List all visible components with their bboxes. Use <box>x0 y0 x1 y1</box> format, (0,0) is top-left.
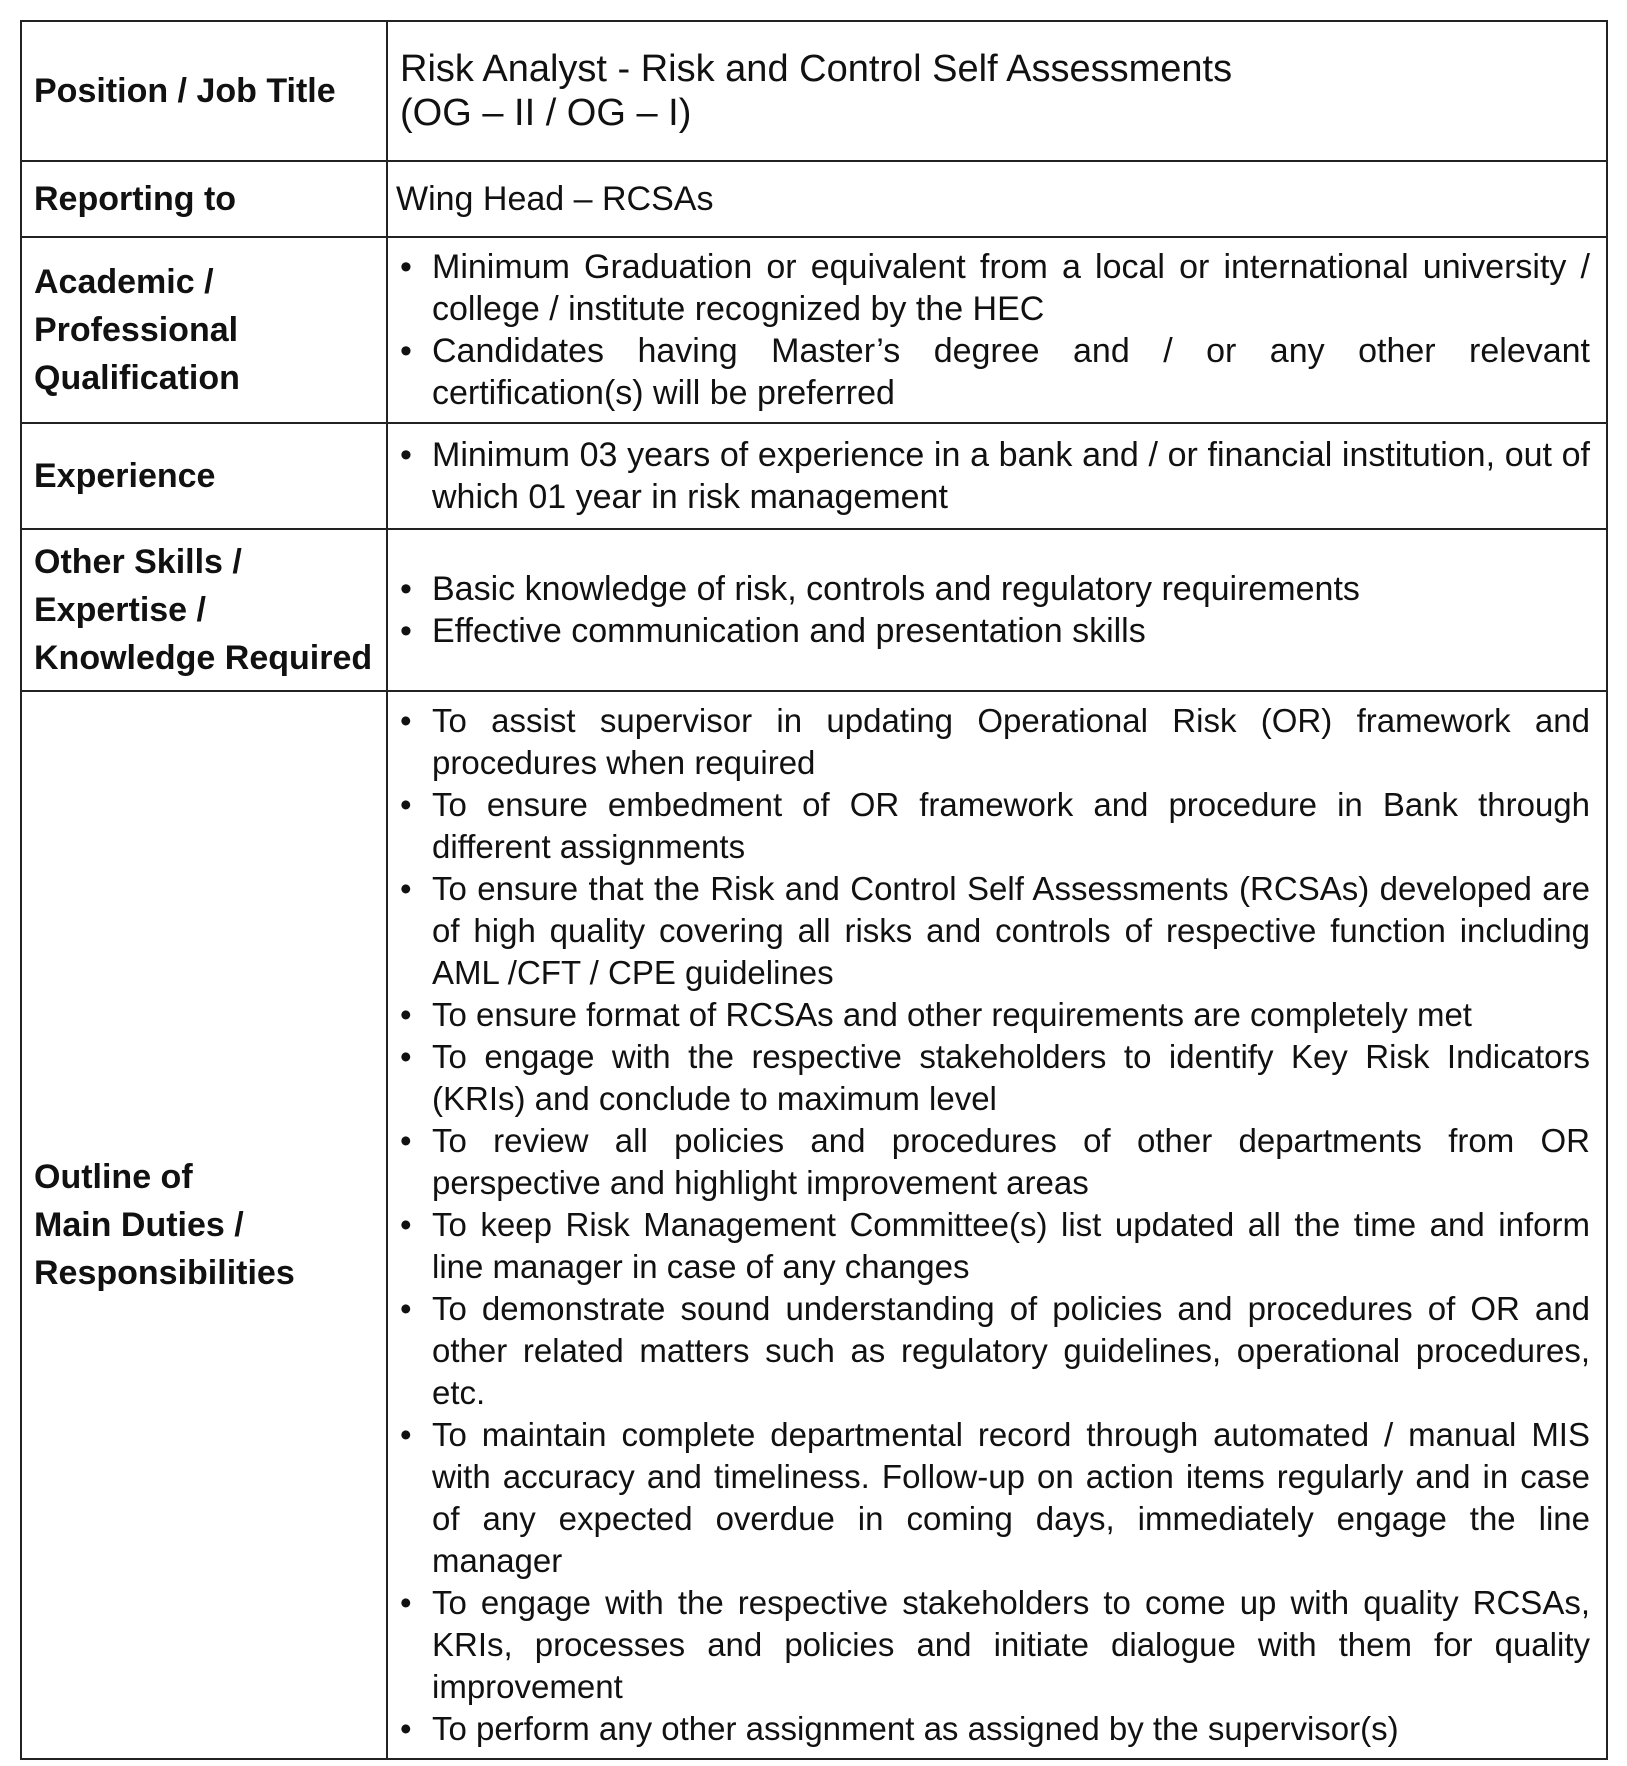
duties-label-line: Responsibilities <box>34 1254 295 1292</box>
list-item: • To assist supervisor in updating Operational Risk (OR) framework and procedures when required <box>396 700 1590 784</box>
list-item: • To ensure format of RCSAs and other requirements are completely met <box>396 994 1590 1036</box>
job-description-table <box>20 20 1608 1760</box>
list-item: • To review all policies and procedures of other departments from OR perspective and highlight improvement areas <box>396 1120 1590 1204</box>
job-title-line-1: Risk Analyst - Risk and Control Self Assessments <box>400 48 1233 90</box>
list-item: • To perform any other assignment as assigned by the supervisor(s) <box>396 1708 1590 1750</box>
academic-label-line: Qualification <box>34 359 240 397</box>
experience-label: Experience <box>21 423 387 529</box>
experience-content <box>387 423 1607 529</box>
experience-list <box>396 434 1590 518</box>
duties-label-line: Outline of <box>34 1158 193 1196</box>
list-item: • To ensure that the Risk and Control Self Assessments (RCSAs) developed are of high quality covering all risks and controls of respective function including AML /CFT / CPE guidelines <box>396 868 1590 994</box>
skills-label-line: Expertise / <box>34 591 206 629</box>
skills-content <box>387 529 1607 691</box>
list-item: • Effective communication and presentation skills <box>396 610 1590 652</box>
academic-list <box>396 246 1590 414</box>
row-duties <box>21 691 1607 1759</box>
academic-label-line: Academic / <box>34 263 214 301</box>
list-item: • To ensure embedment of OR framework and procedure in Bank through different assignments <box>396 784 1590 868</box>
row-experience <box>21 423 1607 529</box>
list-item: • Basic knowledge of risk, controls and regulatory requirements <box>396 568 1590 610</box>
academic-label-line: Professional <box>34 311 239 349</box>
duties-list <box>396 700 1590 1750</box>
skills-label-line: Other Skills / <box>34 543 242 581</box>
list-item: • To keep Risk Management Committee(s) list updated all the time and inform line manager in case of any changes <box>396 1204 1590 1288</box>
duties-label-line: Main Duties / <box>34 1206 244 1244</box>
list-item: • To demonstrate sound understanding of policies and procedures of OR and other related matters such as regulatory guidelines, operational procedures, etc. <box>396 1288 1590 1414</box>
academic-label <box>21 237 387 423</box>
row-academic <box>21 237 1607 423</box>
reporting-label: Reporting to <box>21 161 387 237</box>
job-title-line-2: (OG – II / OG – I) <box>400 92 692 134</box>
row-reporting <box>21 161 1607 237</box>
list-item: • To maintain complete departmental record through automated / manual MIS with accuracy and timeliness. Follow-up on action items regularly and in case of any expected overdue in coming days, immediately engage the line manager <box>396 1414 1590 1582</box>
academic-content <box>387 237 1607 423</box>
skills-list <box>396 568 1590 652</box>
duties-label <box>21 691 387 1759</box>
row-skills <box>21 529 1607 691</box>
list-item: • To engage with the respective stakeholders to identify Key Risk Indicators (KRIs) and conclude to maximum level <box>396 1036 1590 1120</box>
list-item: • Minimum 03 years of experience in a bank and / or financial institution, out of which 01 year in risk management <box>396 434 1590 518</box>
duties-content <box>387 691 1607 1759</box>
skills-label-line: Knowledge Required <box>34 639 373 677</box>
list-item: • Minimum Graduation or equivalent from a local or international university / college / institute recognized by the HEC <box>396 246 1590 330</box>
reporting-value: Wing Head – RCSAs <box>387 161 1607 237</box>
list-item: • Candidates having Master’s degree and / or any other relevant certification(s) will be preferred <box>396 330 1590 414</box>
job-title <box>387 21 1607 161</box>
job-description-document <box>20 20 1608 1760</box>
list-item: • To engage with the respective stakeholders to come up with quality RCSAs, KRIs, processes and policies and initiate dialogue with them for quality improvement <box>396 1582 1590 1708</box>
position-label: Position / Job Title <box>21 21 387 161</box>
row-position <box>21 21 1607 161</box>
skills-label <box>21 529 387 691</box>
